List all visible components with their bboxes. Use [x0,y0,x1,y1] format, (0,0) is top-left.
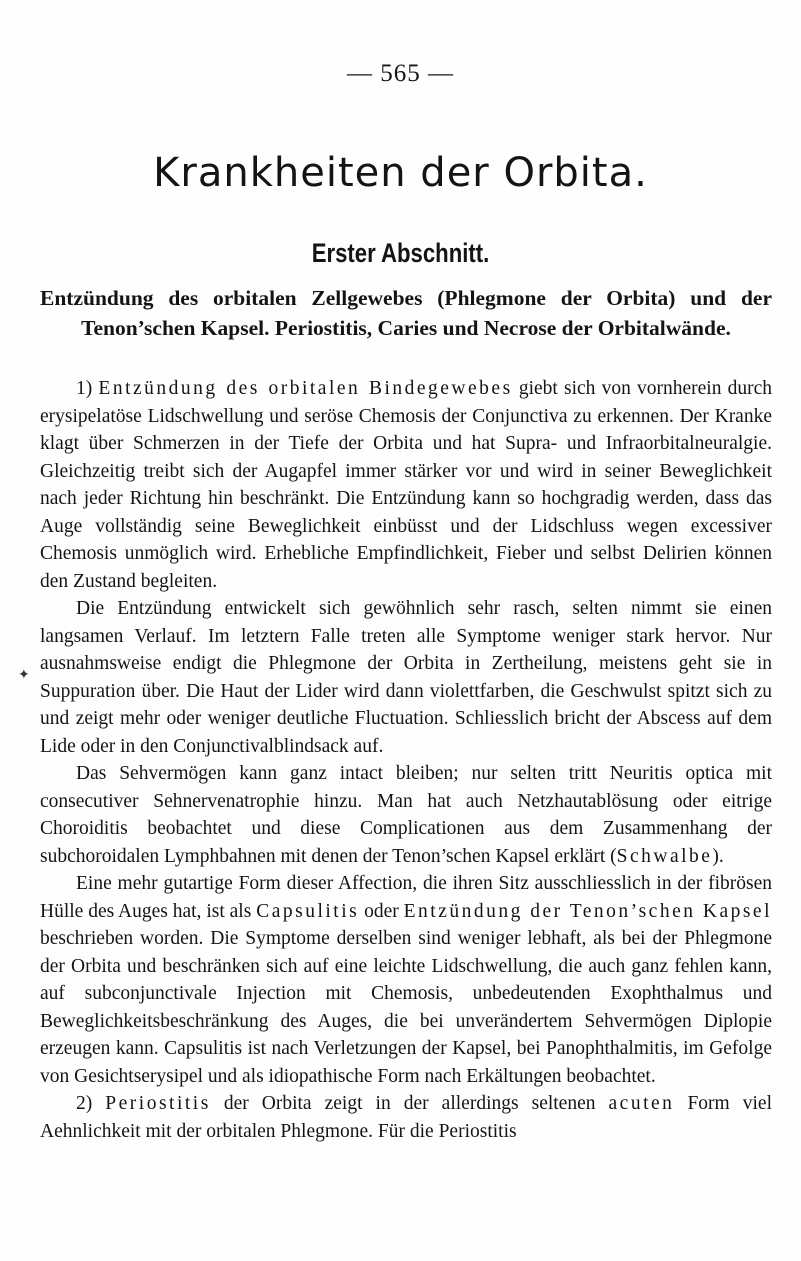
paragraph-1 [40,375,772,595]
section-title: Erster Abschnitt. [311,238,490,268]
paragraph-5 [40,1090,772,1145]
paragraph-3 [40,760,772,870]
paragraph-text: oder [359,900,404,922]
paragraph-text: 1) [76,378,99,399]
chapter-title: Krankheiten der Orbita. [153,150,648,196]
paragraph-text: 2) [76,1093,106,1114]
paragraph-text: Das Sehvermögen kann ganz intact bleiben; nur selten tritt Neuritis optica mit consecutiver Sehnervenatrophie hinzu. Man hat auch Netzhautablösung oder eitrige Choroiditis beobachtet und diese Complicationen aus dem Zusammenhang der subchoroidalen Lymphbahnen mit denen der Tenon’schen Kapsel erklärt ( [40,763,772,867]
paragraph-text: giebt sich von vornherein durch erysipelatöse Lidschwellung und seröse Chemosis der Conjunctiva zu erkennen. Der Kranke klagt über Schmerzen in der Tiefe der Orbita und hat Supra- und Infraorbitalneuralgie. Gleichzeitig treibt sich der Augapfel immer stärker vor und wird in seiner Beweglichkeit nach jeder Richtung hin beschränkt. Die Entzündung kann so hochgradig werden, dass das Auge vollständig seine Beweglichkeit einbüsst und der Lidschluss wegen excessiver Chemosis unmöglich wird. Erhebliche Empfindlichkeit, Fieber und selbst Delirien können den Zustand begleiten. [40,378,773,592]
paragraph-2: Die Entzündung entwickelt sich gewöhnlich sehr rasch, selten nimmt sie einen langsamen Verlauf. Im letztern Falle treten alle Symptome weniger stark hervor. Nur ausnahmsweise endigt die Phlegmone der Orbita in Zertheilung, meistens geht sie in Suppuration über. Die Haut der Lider wird dann violettfarben, die Geschwulst spitzt sich zu und zeigt mehr oder weniger deutliche Fluctuation. Schliesslich bricht der Abscess auf dem Lide oder in den Conjunctivalblindsack auf. [40,598,772,757]
emphasized-term: Entzündung des orbitalen Bindegewebes [98,378,513,399]
paragraph-text: Form viel Aehnlichkeit mit der orbitalen Phlegmone. Für die Periostitis [40,1093,772,1142]
margin-mark: ✦ [18,667,30,683]
emphasized-term: acuten [608,1093,675,1114]
paragraph-4 [40,870,772,1090]
paragraph-text: der Orbita zeigt in der allerdings seltenen [210,1093,609,1114]
section-heading: Entzündung des orbitalen Zellgewebes (Phlegmone der Orbita) und der Tenon’schen Kapsel. Periostitis, Caries und Necrose der Orbitalwände. [40,286,772,340]
paragraph-text: Eine mehr gutartige Form dieser Affection, die ihren Sitz ausschliesslich in der fibrösen Hülle des Auges hat, ist als [40,873,772,922]
emphasized-term: Entzündung der Tenon’schen Kapsel [403,900,773,922]
emphasized-term: Schwalbe [616,845,713,867]
emphasized-term: Periostitis [105,1093,211,1114]
body-text [40,375,772,1145]
page-number: — 565 — [347,60,454,87]
paragraph-text: ). [712,845,724,867]
emphasized-term: Capsulitis [256,900,360,922]
paragraph-text: beschrieben worden. Die Symptome derselben sind weniger lebhaft, als bei der Phlegmone der Orbita und beschränken sich auf eine leichte Lidschwellung, die auch ganz fehlen kann, auf subconjunctivale Injection mit Chemosis, unbedeutenden Exophthalmus und Beweglichkeitsbeschränkung des Auges, die bei unverändertem Sehvermögen Diplopie erzeugen kann. Capsulitis ist nach Verletzungen der Kapsel, bei Panophthalmitis, im Gefolge von Gesichtserysipel und als idiopathische Form nach Erkältungen beobachtet. [40,928,772,1087]
